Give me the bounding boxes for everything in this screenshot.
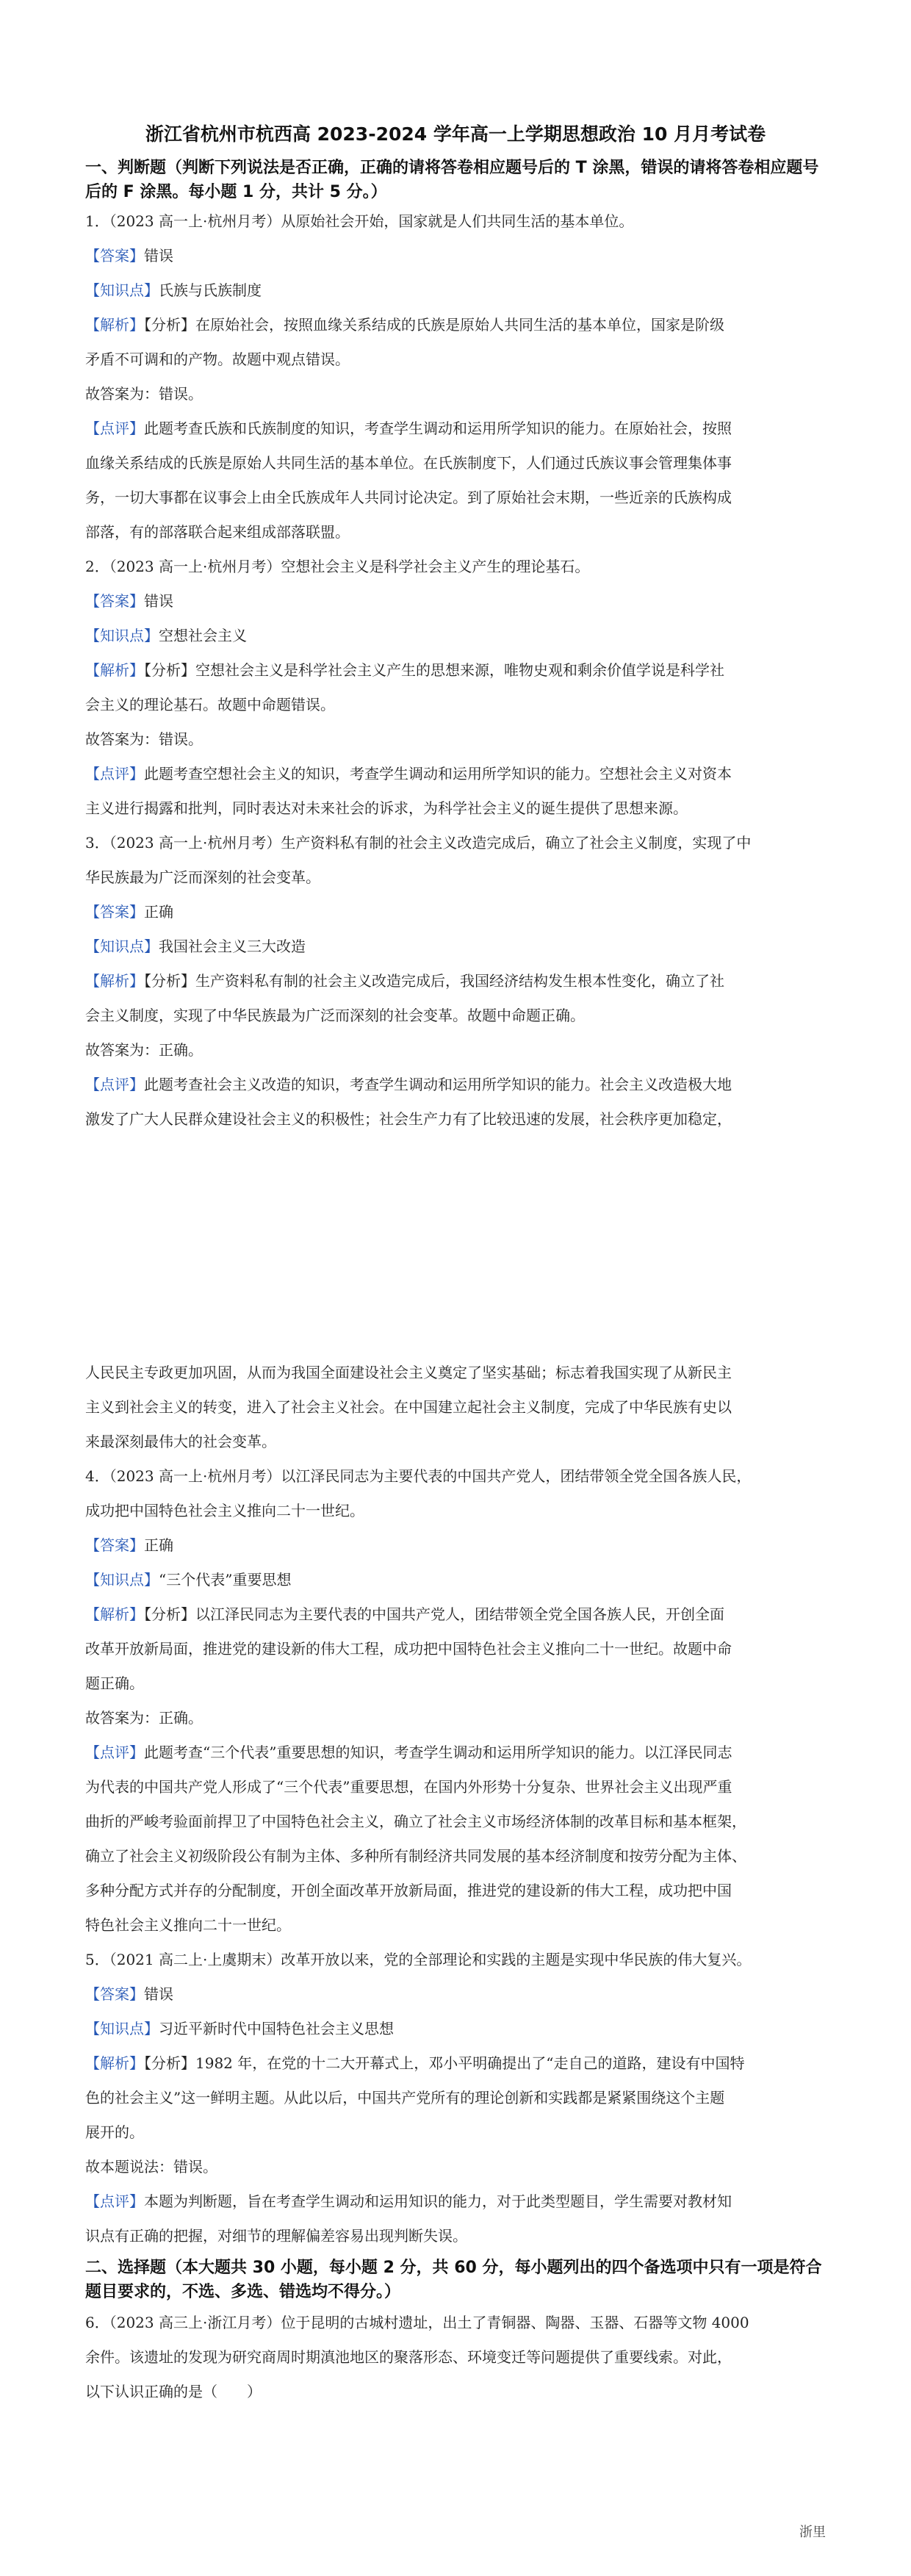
page-title: 浙江省杭州市杭西高 2023-2024 学年高一上学期思想政治 10 月月考试卷 xyxy=(145,123,766,145)
comment-tag: 【点评】 xyxy=(85,765,144,782)
q4-analysis-c: 题正确。 xyxy=(85,1674,144,1692)
q4-analysis-a: 【分析】以江泽民同志为主要代表的中国共产党人，团结带领全党全国各族人民，开创全面 xyxy=(144,1605,724,1623)
q5-answer: 错误 xyxy=(144,1985,173,2003)
comment-tag: 【点评】 xyxy=(85,420,144,437)
q3-comment-line xyxy=(85,1068,827,1102)
q1-final: 故答案为：错误。 xyxy=(85,385,203,403)
point-tag: 【知识点】 xyxy=(85,627,159,644)
question-1-stem: 1．（2023 高一上·杭州月考）从原始社会开始，国家就是人们共同生活的基本单位。 xyxy=(85,212,634,230)
answer-tag: 【答案】 xyxy=(85,247,144,265)
q2-comment-a: 此题考查空想社会主义的知识，考查学生调动和运用所学知识的能力。空想社会主义对资本 xyxy=(144,765,732,782)
q1-point: 氏族与氏族制度 xyxy=(159,281,262,299)
q2-final: 故答案为：错误。 xyxy=(85,730,203,748)
q4-comment-line xyxy=(85,1735,827,1770)
q4-comment-a: 此题考查“三个代表”重要思想的知识，考查学生调动和运用所学知识的能力。以江泽民同志 xyxy=(144,1744,732,1761)
analysis-tag: 【解析】 xyxy=(85,661,144,679)
q1-comment-c: 务，一切大事都在议事会上由全氏族成年人共同讨论决定。到了原始社会末期，一些近亲的氏族构成 xyxy=(85,489,732,506)
q3-answer-line xyxy=(85,895,827,929)
q2-point-line xyxy=(85,619,827,653)
section-heading-choice: 二、选择题（本大题共 30 小题，每小题 2 分，共 60 分，每小题列出的四个备选项中只有一项是符合题目要求的，不选、多选、错选均不得分。） xyxy=(85,2259,822,2301)
comment-tag: 【点评】 xyxy=(85,1076,144,1093)
q5-comment-b: 识点有正确的把握，对细节的理解偏差容易出现判断失误。 xyxy=(85,2227,467,2245)
q2-analysis-line xyxy=(85,653,827,688)
question-6-stem-a: 6．（2023 高三上·浙江月考）位于昆明的古城村遗址，出土了青铜器、陶器、玉器、石器等文物 4000 xyxy=(85,2314,749,2331)
q3-analysis-a: 【分析】生产资料私有制的社会主义改造完成后，我国经济结构发生根本性变化，确立了社 xyxy=(144,972,724,990)
point-tag: 【知识点】 xyxy=(85,281,159,299)
q3-comment-b: 激发了广大人民群众建设社会主义的积极性；社会生产力有了比较迅速的发展，社会秩序更加稳定， xyxy=(85,1110,732,1128)
answer-tag: 【答案】 xyxy=(85,1985,144,2003)
question-4-stem-a: 4．（2023 高一上·杭州月考）以江泽民同志为主要代表的中国共产党人，团结带领全党全国各族人民， xyxy=(85,1467,752,1485)
q1-comment-b: 血缘关系结成的氏族是原始人共同生活的基本单位。在氏族制度下，人们通过氏族议事会管理集体事 xyxy=(85,454,732,472)
q3-comment-e: 来最深刻最伟大的社会变革。 xyxy=(85,1433,276,1450)
q2-comment-line xyxy=(85,757,827,791)
q1-comment-line xyxy=(85,411,827,446)
section-heading-judgment: 一、判断题（判断下列说法是否正确，正确的请将答卷相应题号后的 T 涂黑，错误的请将答卷相应题号后的 F 涂黑。每小题 1 分，共计 5 分。） xyxy=(85,159,819,201)
q5-answer-line xyxy=(85,1977,827,2012)
question-6-stem-c: 以下认识正确的是（ ） xyxy=(85,2383,262,2400)
q5-point: 习近平新时代中国特色社会主义思想 xyxy=(159,2020,394,2037)
question-4-stem-b: 成功把中国特色社会主义推向二十一世纪。 xyxy=(85,1502,364,1519)
q1-answer: 错误 xyxy=(144,247,173,265)
q2-analysis-b: 会主义的理论基石。故题中命题错误。 xyxy=(85,696,335,713)
q1-point-line xyxy=(85,273,827,308)
point-tag: 【知识点】 xyxy=(85,938,159,955)
q3-answer: 正确 xyxy=(144,903,173,921)
point-tag: 【知识点】 xyxy=(85,1571,159,1589)
q1-comment-a: 此题考查氏族和氏族制度的知识，考查学生调动和运用所学知识的能力。在原始社会，按照 xyxy=(144,420,732,437)
q4-point-line xyxy=(85,1563,827,1597)
q4-answer-line xyxy=(85,1528,827,1563)
answer-tag: 【答案】 xyxy=(85,592,144,610)
question-5-stem: 5．（2021 高二上·上虞期末）改革开放以来，党的全部理论和实践的主题是实现中华民族的伟大复兴。 xyxy=(85,1951,752,1968)
answer-tag: 【答案】 xyxy=(85,903,144,921)
q5-analysis-a: 【分析】1982 年，在党的十二大开幕式上，邓小平明确提出了“走自己的道路，建设有中国特 xyxy=(144,2054,745,2072)
question-3-stem-a: 3．（2023 高一上·杭州月考）生产资料私有制的社会主义改造完成后，确立了社会主义制度，实现了中 xyxy=(85,834,752,852)
q4-comment-c: 曲折的严峻考验面前捍卫了中国特色社会主义，确立了社会主义市场经济体制的改革目标和基本框架， xyxy=(85,1813,746,1830)
q5-point-line xyxy=(85,2012,827,2046)
question-6-stem-b: 余件。该遗址的发现为研究商周时期滇池地区的聚落形态、环境变迁等问题提供了重要线索。对此， xyxy=(85,2348,732,2366)
q2-comment-b: 主义进行揭露和批判，同时表达对未来社会的诉求，为科学社会主义的诞生提供了思想来源。 xyxy=(85,799,688,817)
q1-analysis-a: 【分析】在原始社会，按照血缘关系结成的氏族是原始人共同生活的基本单位，国家是阶级 xyxy=(144,316,724,334)
answer-tag: 【答案】 xyxy=(85,1536,144,1554)
q2-analysis-a: 【分析】空想社会主义是科学社会主义产生的思想来源，唯物史观和剩余价值学说是科学社 xyxy=(144,661,724,679)
point-tag: 【知识点】 xyxy=(85,2020,159,2037)
comment-tag: 【点评】 xyxy=(85,1744,144,1761)
q3-point-line xyxy=(85,929,827,964)
q5-analysis-b: 色的社会主义”这一鲜明主题。从此以后，中国共产党所有的理论创新和实践都是紧紧围绕这个主题 xyxy=(85,2089,725,2107)
q3-analysis-line xyxy=(85,964,827,999)
q5-comment-a: 本题为判断题，旨在考查学生调动和运用知识的能力，对于此类型题目，学生需要对教材知 xyxy=(144,2192,732,2210)
analysis-tag: 【解析】 xyxy=(85,316,144,334)
q3-point: 我国社会主义三大改造 xyxy=(159,938,306,955)
q5-analysis-c: 展开的。 xyxy=(85,2123,144,2141)
q4-comment-f: 特色社会主义推向二十一世纪。 xyxy=(85,1916,291,1934)
analysis-tag: 【解析】 xyxy=(85,2054,144,2072)
q3-comment-a: 此题考查社会主义改造的知识，考查学生调动和运用所学知识的能力。社会主义改造极大地 xyxy=(144,1076,732,1093)
q1-analysis-b: 矛盾不可调和的产物。故题中观点错误。 xyxy=(85,350,350,368)
question-2-stem: 2．（2023 高一上·杭州月考）空想社会主义是科学社会主义产生的理论基石。 xyxy=(85,558,590,575)
q3-analysis-b: 会主义制度，实现了中华民族最为广泛而深刻的社会变革。故题中命题正确。 xyxy=(85,1007,585,1024)
q2-point: 空想社会主义 xyxy=(159,627,247,644)
footer-mark: 浙里 xyxy=(799,2525,826,2540)
q4-comment-e: 多种分配方式并存的分配制度，开创全面改革开放新局面，推进党的建设新的伟大工程，成功把中国 xyxy=(85,1882,732,1899)
q4-comment-b: 为代表的中国共产党人形成了“三个代表”重要思想，在国内外形势十分复杂、世界社会主义出现严重 xyxy=(85,1778,732,1796)
q5-comment-line xyxy=(85,2184,827,2219)
q4-answer: 正确 xyxy=(144,1536,173,1554)
q5-final: 故本题说法：错误。 xyxy=(85,2158,217,2176)
analysis-tag: 【解析】 xyxy=(85,972,144,990)
q1-answer-line xyxy=(85,239,827,273)
q1-analysis-line xyxy=(85,308,827,342)
q3-final: 故答案为：正确。 xyxy=(85,1041,203,1059)
q2-answer-line xyxy=(85,584,827,619)
q5-analysis-line xyxy=(85,2046,827,2081)
q4-analysis-line xyxy=(85,1597,827,1632)
q3-comment-c: 人民民主专政更加巩固，从而为我国全面建设社会主义奠定了坚实基础；标志着我国实现了从新民主 xyxy=(85,1364,732,1381)
q4-comment-d: 确立了社会主义初级阶段公有制为主体、多种所有制经济共同发展的基本经济制度和按劳分配为主体、 xyxy=(85,1847,746,1865)
comment-tag: 【点评】 xyxy=(85,2192,144,2210)
q4-final: 故答案为：正确。 xyxy=(85,1709,203,1727)
q4-point: “三个代表”重要思想 xyxy=(159,1571,292,1589)
q4-analysis-b: 改革开放新局面，推进党的建设新的伟大工程，成功把中国特色社会主义推向二十一世纪。故题中命 xyxy=(85,1640,732,1658)
q3-comment-d: 主义到社会主义的转变，进入了社会主义社会。在中国建立起社会主义制度，完成了中华民族有史以 xyxy=(85,1398,732,1416)
analysis-tag: 【解析】 xyxy=(85,1605,144,1623)
question-3-stem-b: 华民族最为广泛而深刻的社会变革。 xyxy=(85,868,320,886)
q1-comment-d: 部落，有的部落联合起来组成部落联盟。 xyxy=(85,523,350,541)
q2-answer: 错误 xyxy=(144,592,173,610)
